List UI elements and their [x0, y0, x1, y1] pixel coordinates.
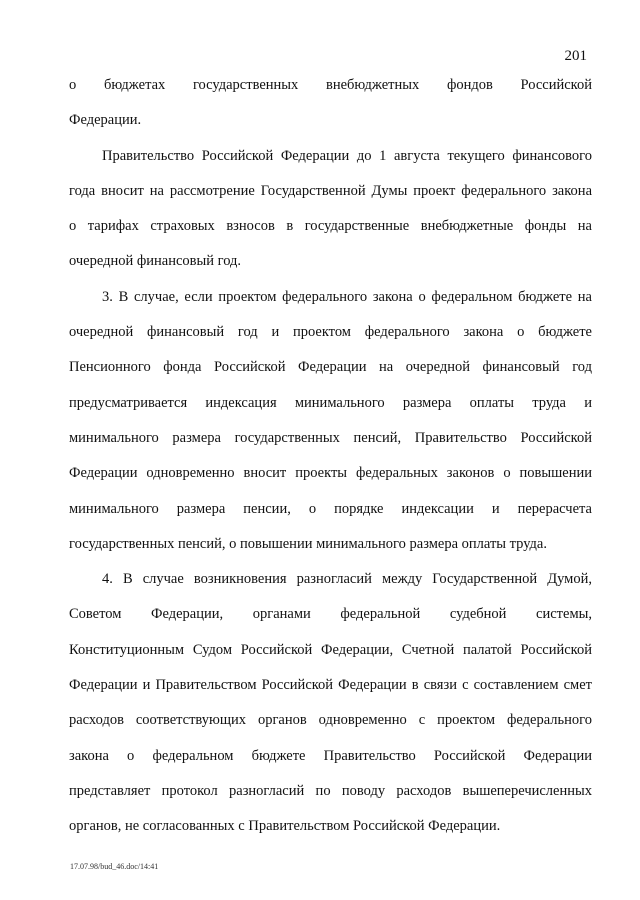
text-line: Советом Федерации, органами федеральной судебной системы,	[69, 606, 592, 623]
text-line: органов, не согласованных с Правительством Российской Федерации.	[69, 818, 501, 835]
text-line: Конституционным Судом Российской Федерации, Счетной палатой Российской	[69, 641, 592, 658]
text-line: очередной финансовый год.	[69, 253, 242, 270]
text-line: о бюджетах государственных внебюджетных фондов Российской	[69, 77, 592, 93]
text-line: Пенсионного фонда Российской Федерации на очередной финансовый год	[69, 359, 592, 376]
text-line: Федерации и Правительством Российской Федерации в связи с составлением смет	[69, 677, 592, 694]
text-line: расходов соответствующих органов одновременно с проектом федерального	[69, 712, 592, 729]
text-line: Федерации одновременно вносит проекты федеральных законов о повышении	[69, 465, 592, 482]
page-number: 201	[564, 48, 587, 64]
text-line: минимального размера государственных пенсий, Правительство Российской	[69, 429, 592, 446]
document-body	[69, 68, 592, 845]
text-line: очередной финансовый год и проектом федерального закона о бюджете	[69, 324, 592, 341]
text-line: года вносит на рассмотрение Государственной Думы проект федерального закона	[69, 182, 592, 199]
text-line: предусматривается индексация минимального размера оплаты труда и	[69, 394, 592, 411]
text-line: Федерации.	[69, 112, 142, 129]
text-line: Правительство Российской Федерации до 1 августа текущего финансового	[102, 147, 592, 164]
text-line: государственных пенсий, о повышении минимального размера оплаты труда.	[69, 535, 547, 552]
text-line: 4. В случае возникновения разногласий между Государственной Думой,	[102, 571, 592, 588]
text-line: 3. В случае, если проектом федерального закона о федеральном бюджете на	[102, 288, 592, 305]
text-line: представляет протокол разногласий по поводу расходов вышеперечисленных	[69, 782, 592, 799]
text-line: о тарифах страховых взносов в государственные внебюджетные фонды на	[69, 218, 592, 235]
text-line: минимального размера пенсии, о порядке индексации и перерасчета	[69, 500, 592, 517]
document-footer: 17.07.98/bud_46.doc/14:41	[70, 862, 159, 871]
text-line: закона о федеральном бюджете Правительство Российской Федерации	[69, 747, 592, 764]
